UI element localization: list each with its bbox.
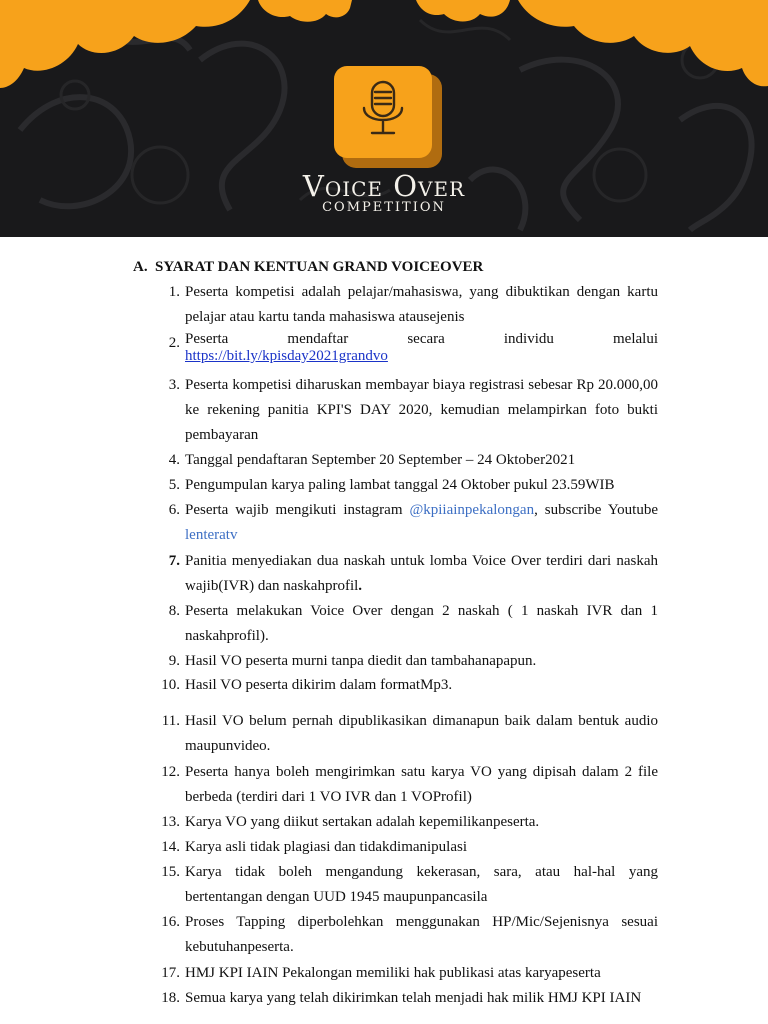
list-text: Karya tidak boleh mengandung kekerasan, sara, atau hal-hal yang bertentangan dengan UUD 1945 maupunpancasila — [185, 864, 658, 905]
list-text-suffix: . — [358, 578, 363, 594]
list-text: Peserta hanya boleh mengirimkan satu karya VO yang dipisah dalam 2 file berbeda (terdiri dari 1 VO IVR dan 1 VOProfil) — [185, 764, 658, 805]
list-text: Hasil VO belum pernah dipublikasikan dimanapun baik dalam bentuk audio maupunvideo. — [185, 713, 658, 754]
list-number: 14. — [161, 839, 180, 855]
list-text: HMJ KPI IAIN Pekalongan memiliki hak publikasi atas karyapeserta — [185, 965, 601, 981]
list-text: Peserta kompetisi diharuskan membayar biaya registrasi sebesar Rp 20.000,00 ke rekening panitia KPI'S DAY 2020, kemudian melampirkan foto bukti pembayaran — [185, 377, 658, 443]
list-text — [185, 331, 658, 365]
list-text-part: Peserta wajib mengikuti instagram — [185, 502, 410, 518]
list-text: Hasil VO peserta dikirim dalam formatMp3. — [185, 677, 453, 693]
list-text: Peserta kompetisi adalah pelajar/mahasiswa, yang dibuktikan dengan kartu pelajar atau kartu tanda mahasiswa atausejenis — [185, 284, 658, 325]
list-text-part: , subscribe Youtube — [534, 502, 658, 518]
list-number: 15. — [161, 864, 180, 880]
microphone-icon — [330, 62, 448, 172]
registration-link[interactable]: https://bit.ly/kpisday2021grandvo — [185, 348, 388, 364]
list-number: 12. — [161, 764, 180, 780]
section-heading — [133, 259, 483, 276]
list-text-line: Peserta mendaftar secara individu melalui — [185, 331, 658, 347]
list-number: 4. — [168, 452, 180, 468]
list-number: 17. — [161, 965, 180, 981]
list-number: 3. — [168, 377, 180, 393]
list-number: 5. — [168, 477, 180, 493]
list-text: Peserta melakukan Voice Over dengan 2 naskah ( 1 naskah IVR dan 1 naskahprofil). — [185, 603, 658, 644]
microphone-logo — [330, 62, 448, 172]
list-number: 18. — [161, 990, 180, 1006]
list-text: Karya asli tidak plagiasi dan tidakdimanipulasi — [185, 839, 468, 855]
list-number: 13. — [161, 814, 180, 830]
section-letter: A. — [133, 259, 148, 275]
banner-subtitle: COMPETITION — [322, 200, 446, 215]
list-number: 9. — [168, 653, 180, 669]
list-text: Proses Tapping diperbolehkan menggunakan HP/Mic/Sejenisnya sesuai kebutuhanpeserta. — [185, 914, 658, 955]
list-text: Hasil VO peserta murni tanpa diedit dan tambahanapapun. — [185, 653, 537, 669]
list-number: 10. — [161, 677, 180, 693]
list-number: 6. — [168, 502, 180, 518]
banner-title: Voice Over — [302, 169, 466, 203]
section-title: SYARAT DAN KENTUAN GRAND VOICEOVER — [155, 259, 484, 275]
list-text: Pengumpulan karya paling lambat tanggal 24 Oktober pukul 23.59WIB — [185, 477, 615, 493]
header-banner — [0, 0, 768, 237]
list-text: Semua karya yang telah dikirimkan telah menjadi hak milik HMJ KPI IAIN — [185, 990, 642, 1006]
list-text-part: Panitia menyediakan dua naskah untuk lomba Voice Over terdiri dari naskah wajib(IVR) dan naskahprofil — [185, 553, 658, 594]
list-text — [185, 498, 658, 548]
list-number: 11. — [161, 713, 180, 729]
list-number: 7. — [168, 553, 180, 569]
youtube-channel-link[interactable]: lenteratv — [185, 527, 238, 543]
list-text — [185, 549, 658, 599]
list-text: Karya VO yang diikut sertakan adalah kepemilikanpeserta. — [185, 814, 540, 830]
instagram-handle-link[interactable]: @kpiiainpekalongan — [409, 502, 535, 518]
list-number: 8. — [168, 603, 180, 619]
list-number: 2. — [168, 335, 180, 351]
list-number: 1. — [168, 284, 180, 300]
list-text: Tanggal pendaftaran September 20 September – 24 Oktober2021 — [185, 452, 576, 468]
list-number: 16. — [161, 914, 180, 930]
